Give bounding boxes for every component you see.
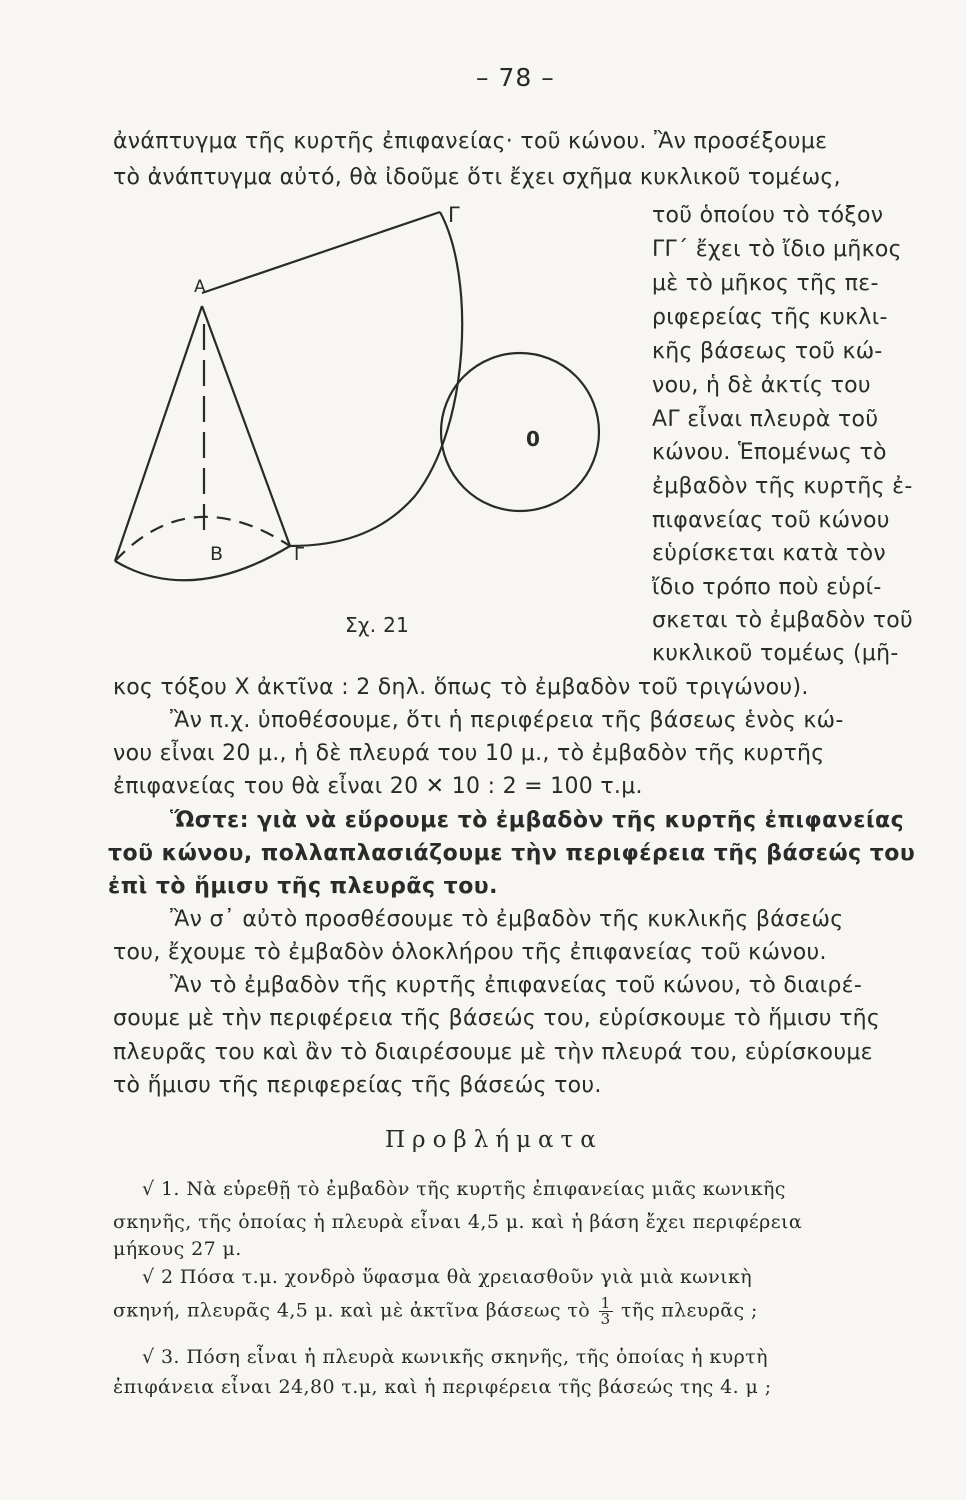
- text-line: σουμε μὲ τὴν περιφέρεια τῆς βάσεώς του, εὑρίσκουμε τὸ ἥμισυ τῆς: [113, 1006, 881, 1031]
- fraction-one-third: [599, 1296, 613, 1327]
- side-line: ριφερείας τῆς κυκλι-: [652, 305, 888, 330]
- side-line: εὑρίσκεται κατὰ τὸν: [652, 541, 886, 566]
- problem-2-line: [113, 1296, 758, 1327]
- label-alpha: Α: [194, 277, 206, 297]
- side-line: νου, ἡ δὲ ἀκτίς του: [652, 373, 871, 398]
- cone-base-back: [115, 517, 290, 561]
- problem-2-text-before: σκηνή, πλευρᾶς 4,5 μ. καὶ μὲ ἀκτῖνα βάσεως τὸ: [113, 1299, 591, 1322]
- text-line: κος τόξου Χ ἀκτῖνα : 2 δηλ. ὅπως τὸ ἐμβαδὸν τοῦ τριγώνου).: [113, 675, 809, 700]
- text-line: νου εἶναι 20 μ., ἡ δὲ πλευρά του 10 μ., τὸ ἐμβαδὸν τῆς κυρτῆς: [113, 741, 825, 766]
- cone-left-side: [115, 306, 202, 561]
- cone-development-figure: [100, 196, 640, 656]
- rule-line: Ὥστε: γιὰ νὰ εὕρουμε τὸ ἐμβαδὸν τῆς κυρτῆς ἐπιφανείας: [170, 808, 905, 833]
- side-line: ΓΓ΄ ἔχει τὸ ἴδιο μῆκος: [652, 237, 902, 262]
- problem-1-line: σκηνῆς, τῆς ὁποίας ἡ πλευρὰ εἶναι 4,5 μ. καὶ ἡ βάση ἔχει περιφέρεια: [113, 1211, 803, 1233]
- side-line: πιφανείας τοῦ κώνου: [652, 508, 890, 533]
- sector-arc: [290, 212, 462, 546]
- side-line: μὲ τὸ μῆκος τῆς πε-: [652, 271, 879, 296]
- side-line: κυκλικοῦ τομέως (μῆ-: [652, 641, 899, 666]
- cone-right-side: [202, 306, 290, 546]
- text-line: τὸ ἥμισυ τῆς περιφερείας τῆς βάσεώς του.: [113, 1073, 602, 1098]
- figure-caption: Σχ. 21: [345, 613, 410, 637]
- text-line: Ἂν π.χ. ὑποθέσουμε, ὅτι ἡ περιφέρεια τῆς βάσεως ἑνὸς κώ-: [170, 708, 844, 733]
- problem-3-line: √ 3. Πόση εἶναι ἡ πλευρὰ κωνικῆς σκηνῆς, τῆς ὁποίας ἡ κυρτὴ: [142, 1346, 768, 1368]
- problem-1-line: √ 1. Νὰ εὑρεθῇ τὸ ἐμβαδὸν τῆς κυρτῆς ἐπιφανείας μιᾶς κωνικῆς: [142, 1178, 786, 1200]
- label-o: 0: [526, 427, 540, 451]
- problem-3-line: ἐπιφάνεια εἶναι 24,80 τ.μ, καὶ ἡ περιφέρεια τῆς βάσεώς της 4. μ ;: [113, 1376, 772, 1398]
- side-line: ΑΓ εἶναι πλευρὰ τοῦ: [652, 407, 879, 432]
- side-line: κώνου. Ἑπομένως τὸ: [652, 440, 887, 465]
- text-line: ἐπιφανείας του θὰ εἶναι 20 ✕ 10 : 2 = 100 τ.μ.: [113, 774, 643, 799]
- rule-line: ἐπὶ τὸ ἥμισυ τῆς πλευρᾶς του.: [108, 874, 499, 899]
- text-line: ἀνάπτυγμα τῆς κυρτῆς ἐπιφανείας· τοῦ κώνου. Ἂν προσέξουμε: [113, 129, 828, 154]
- text-line: Ἂν σ᾽ αὐτὸ προσθέσουμε τὸ ἐμβαδὸν τῆς κυκλικῆς βάσεώς: [170, 907, 844, 932]
- label-gamma-top: Γ: [448, 203, 460, 227]
- text-line: Ἂν τὸ ἐμβαδὸν τῆς κυρτῆς ἐπιφανείας τοῦ κώνου, τὸ διαιρέ-: [170, 973, 863, 998]
- text-line: πλευρᾶς του καὶ ἂν τὸ διαιρέσουμε μὲ τὴν πλευρά του, εὑρίσκουμε: [113, 1040, 873, 1065]
- side-line: κῆς βάσεως τοῦ κώ-: [652, 339, 883, 364]
- label-gamma-bottom: Γ: [294, 544, 305, 565]
- problem-1-line: μήκους 27 μ.: [113, 1238, 242, 1260]
- side-line: σκεται τὸ ἐμβαδὸν τοῦ: [652, 608, 914, 633]
- fraction-numerator: 1: [600, 1294, 611, 1312]
- base-circle: [441, 353, 599, 511]
- problems-heading: Προβλήματα: [385, 1127, 603, 1153]
- sector-radius-top: [202, 212, 440, 293]
- label-beta: Β: [210, 543, 224, 565]
- side-line: ἐμβαδὸν τῆς κυρτῆς ἐ-: [652, 474, 913, 499]
- fraction-denominator: 3: [600, 1310, 611, 1328]
- rule-line: τοῦ κώνου, πολλαπλασιάζουμε τὴν περιφέρεια τῆς βάσεώς του: [108, 841, 916, 866]
- side-line: ἴδιο τρόπο ποὺ εὑρί-: [652, 575, 882, 600]
- problem-2-line: √ 2 Πόσα τ.μ. χονδρὸ ὕφασμα θὰ χρειασθοῦν γιὰ μιὰ κωνικὴ: [142, 1266, 753, 1288]
- cone-base-front: [115, 546, 290, 580]
- side-line: τοῦ ὁποίου τὸ τόξον: [652, 203, 884, 228]
- problem-2-text-after: τῆς πλευρᾶς ;: [621, 1299, 758, 1322]
- text-line: τὸ ἀνάπτυγμα αὐτό, θὰ ἰδοῦμε ὅτι ἔχει σχῆμα κυκλικοῦ τομέως,: [113, 165, 841, 190]
- page-number: – 78 –: [476, 63, 555, 92]
- text-line: του, ἔχουμε τὸ ἐμβαδὸν ὁλοκλήρου τῆς ἐπιφανείας τοῦ κώνου.: [113, 940, 827, 965]
